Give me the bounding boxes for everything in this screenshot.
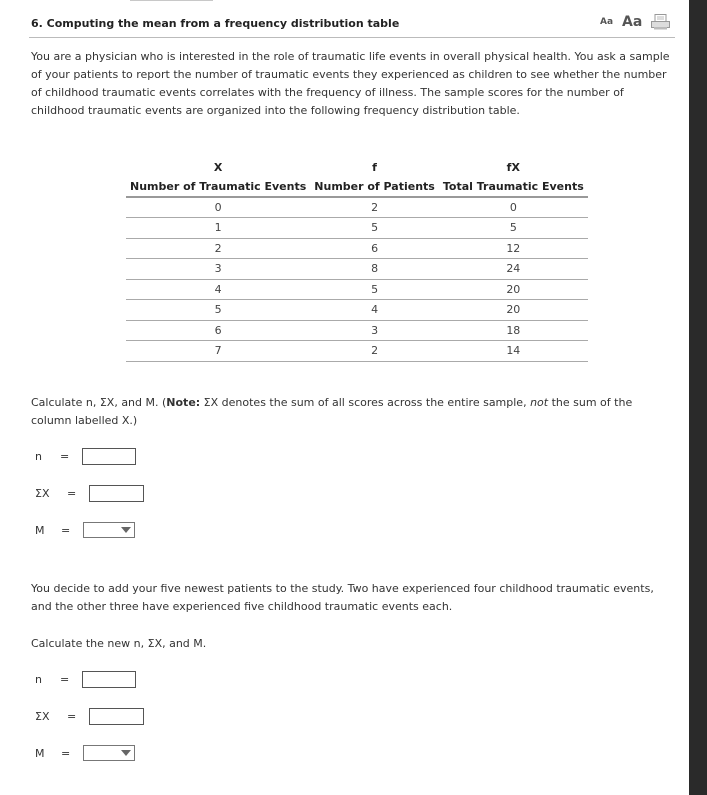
cell-f: 8	[310, 259, 439, 280]
equals-sign: =	[61, 523, 71, 537]
n-input[interactable]	[82, 448, 136, 465]
sumx-label: ΣX	[35, 487, 50, 500]
cell-x: 2	[126, 238, 310, 259]
question-title: 6. Computing the mean from a frequency distribution table	[31, 17, 400, 30]
symbol-fx: fX	[506, 161, 520, 174]
table-row	[126, 300, 588, 321]
equals-sign: =	[67, 710, 77, 723]
m-answer-row	[35, 522, 135, 538]
new-n-input[interactable]	[82, 671, 136, 688]
n-answer-row	[35, 448, 136, 465]
symbol-f: f	[372, 161, 377, 174]
table-row	[126, 279, 588, 300]
cell-f: 2	[310, 341, 439, 362]
title-divider	[29, 37, 675, 38]
cell-x: 1	[126, 218, 310, 239]
header-traumatic-events: Number of Traumatic Events	[126, 177, 310, 197]
table-row	[126, 259, 588, 280]
cell-fx: 18	[439, 320, 588, 341]
cell-f: 5	[310, 279, 439, 300]
n-label: n	[35, 673, 42, 686]
equals-sign: =	[60, 450, 70, 463]
instruction-text: Calculate n, ΣX, and M. (	[31, 396, 167, 409]
new-n-answer-row	[35, 671, 136, 688]
cell-f: 6	[310, 238, 439, 259]
table-row	[126, 320, 588, 341]
m-select[interactable]	[83, 522, 135, 538]
sumx-label: ΣX	[35, 710, 50, 723]
cell-x: 7	[126, 341, 310, 362]
cell-x: 5	[126, 300, 310, 321]
decrease-font-button[interactable]: Aa	[600, 17, 614, 27]
header-patients: Number of Patients	[310, 177, 439, 197]
note-label: Note:	[166, 396, 201, 409]
new-sumx-answer-row	[35, 708, 144, 725]
cell-x: 6	[126, 320, 310, 341]
cell-f: 4	[310, 300, 439, 321]
intro-paragraph: You are a physician who is interested in the role of traumatic life events in overall physical health. You ask a sample of your patients to report the number of traumatic events they experienced as children to see whether the number of childhood traumatic events correlates with the frequency of illness. The sample scores for the number of childhood traumatic events are organized into the following frequency distribution table.	[31, 50, 670, 117]
cell-f: 2	[310, 197, 439, 218]
chevron-down-icon	[121, 750, 131, 756]
table-row	[126, 341, 588, 362]
symbol-x: X	[213, 161, 223, 174]
chevron-down-icon	[121, 527, 131, 533]
new-m-select[interactable]	[83, 745, 135, 761]
cell-fx: 14	[439, 341, 588, 362]
sumx-answer-row	[35, 485, 144, 502]
cell-fx: 12	[439, 238, 588, 259]
cell-fx: 0	[439, 197, 588, 218]
addition-paragraph: You decide to add your five newest patients to the study. Two have experienced four childhood traumatic events, and the other three have experienced five childhood traumatic events each.	[31, 582, 654, 613]
emphasis-text: not	[530, 396, 549, 409]
instruction-text: ΣX denotes the sum of all scores across the entire sample,	[200, 396, 531, 409]
cell-fx: 20	[439, 279, 588, 300]
new-m-answer-row	[35, 745, 135, 761]
n-label: n	[35, 450, 42, 463]
frequency-table	[126, 158, 588, 362]
cell-x: 4	[126, 279, 310, 300]
cell-f: 3	[310, 320, 439, 341]
table-row	[126, 218, 588, 239]
table-row	[126, 197, 588, 218]
cell-fx: 24	[439, 259, 588, 280]
cell-x: 0	[126, 197, 310, 218]
sumx-input[interactable]	[89, 485, 144, 502]
table-row	[126, 238, 588, 259]
instruction-paragraph-2: Calculate the new n, ΣX, and M.	[31, 637, 207, 650]
cell-fx: 5	[439, 218, 588, 239]
cell-x: 3	[126, 259, 310, 280]
print-icon[interactable]	[651, 14, 670, 30]
instruction-paragraph-1	[31, 394, 676, 430]
cell-f: 5	[310, 218, 439, 239]
right-scrollbar-region[interactable]	[689, 0, 707, 795]
m-label: M	[35, 523, 45, 537]
equals-sign: =	[61, 746, 71, 760]
header-total-events: Total Traumatic Events	[439, 177, 588, 197]
equals-sign: =	[67, 487, 77, 500]
new-sumx-input[interactable]	[89, 708, 144, 725]
equals-sign: =	[60, 673, 70, 686]
text-tools	[600, 14, 670, 30]
m-label: M	[35, 746, 45, 760]
instruction-text: the sum of the column labelled X.)	[31, 396, 633, 427]
cell-fx: 20	[439, 300, 588, 321]
increase-font-button[interactable]: Aa	[622, 14, 643, 30]
